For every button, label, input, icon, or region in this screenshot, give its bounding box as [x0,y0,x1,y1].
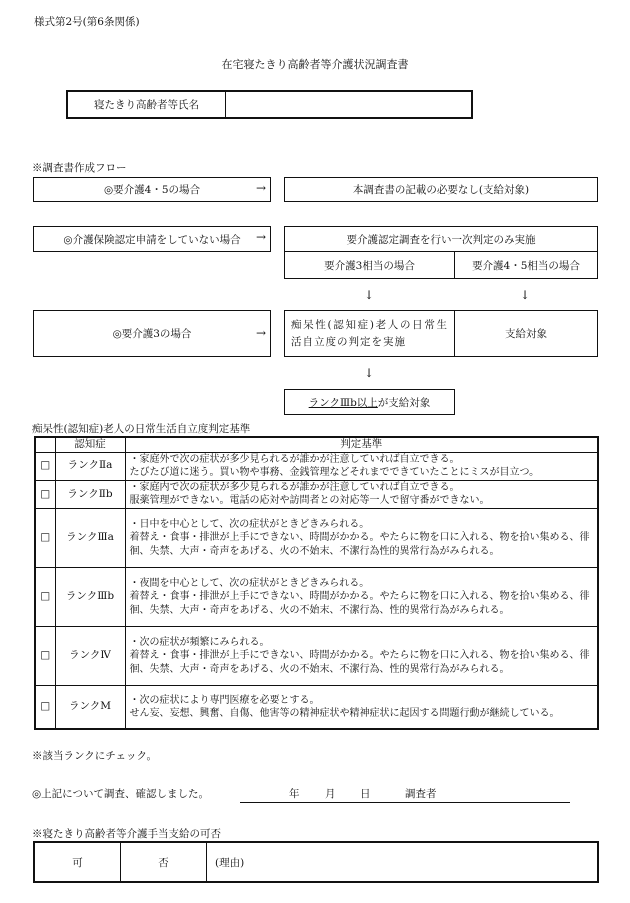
rank-checkbox[interactable]: □ [35,508,55,567]
rank-checkbox[interactable]: □ [35,685,55,729]
rank-label: ランクM [55,685,125,729]
rank-checkbox[interactable]: □ [35,452,55,480]
eligibility-reason[interactable]: (理由) [206,841,599,883]
header-checkbox-col [35,437,55,452]
table-header-row [35,437,598,452]
rank-criteria-text: ・日中を中心として、次の症状がときどきみられる。 着替え・食事・排泄が上手にできない、時間がかかる。やたらに物を口に入れる、物を拾い集める、徘徊、失禁、大声・奇声をあげる、火の不始末、不潔行為性的異常行為がみられる。 [125,508,598,567]
table-row [35,626,598,685]
flow-row2-right: 要介護認定調査を行い一次判定のみ実施 [284,226,598,252]
rank-label: ランクⅡa [55,452,125,480]
arrow-down-icon: ↓ [520,288,531,302]
flow-result [284,389,455,415]
arrow-right-icon: → [256,326,267,340]
confirm-year: 年 [289,788,300,800]
name-field[interactable] [225,90,473,119]
rank-label: ランクⅢb [55,567,125,626]
header-criteria: 判定基準 [125,437,598,452]
flow-row3-left: ◎要介護3の場合 [33,310,271,357]
flow-heading: ※調査書作成フロー [32,162,127,174]
arrow-down-icon: ↓ [364,288,375,302]
flow-row3-mid: 痴呆性(認知症)老人の日常生活自立度の判定を実施 [284,310,455,357]
rank-criteria-text: ・次の症状が頻繁にみられる。 着替え・食事・排泄が上手にできない、時間がかかる。やたらに物を口に入れる、物を拾い集める、徘徊、失禁、大声・奇声をあげる、火の不始末、不潔行為、性的異常行為がみられる。 [125,626,598,685]
flow-result-rest: が支給対象 [377,396,431,409]
eligibility-heading: ※寝たきり高齢者等介護手当支給の可否 [32,828,221,840]
confirm-month: 月 [325,788,336,800]
table-row [35,685,598,729]
arrow-right-icon: → [256,181,267,195]
flow-result-underlined: ランクⅢb以上 [308,396,378,409]
arrow-down-icon: ↓ [364,366,375,380]
criteria-heading: 痴呆性(認知症)老人の日常生活自立度判定基準 [32,423,251,435]
page-title: 在宅寝たきり高齢者等介護状況調査書 [221,58,409,71]
rank-label: ランクⅣ [55,626,125,685]
name-label: 寝たきり高齢者等氏名 [66,90,226,119]
flow-row1-right: 本調査書の記載の必要なし(支給対象) [284,177,598,202]
table-row [35,480,598,508]
table-row [35,452,598,480]
rank-checkbox[interactable]: □ [35,480,55,508]
flow-row2-sub-left: 要介護3相当の場合 [284,251,455,279]
arrow-right-icon: → [256,230,267,244]
rank-criteria-text: ・家庭内で次の症状が多少見られるが誰かが注意していれば自立できる。 服薬管理ができない。電話の応対や訪問者との対応等一人で留守番ができない。 [125,480,598,508]
criteria-note: ※該当ランクにチェック。 [32,750,158,762]
header-rank: 認知症 [55,437,125,452]
rank-criteria-text: ・次の症状により専門医療を必要とする。 せん妄、妄想、興奮、自傷、他害等の精神症状や精神症状に起因する問題行動が継続している。 [125,685,598,729]
table-row [35,567,598,626]
flow-row1-left: ◎要介護4・5の場合 [33,177,271,202]
confirm-text: ◎上記について調査、確認しました。 [32,788,209,800]
rank-label: ランクⅢa [55,508,125,567]
flow-row2-sub-right: 要介護4・5相当の場合 [454,251,598,279]
rank-label: ランクⅡb [55,480,125,508]
rank-criteria-text: ・家庭外で次の症状が多少見られるが誰かが注意していれば自立できる。 たびたび道に迷う。買い物や事務、金銭管理などそれまでできていたことにミスが目立つ。 [125,452,598,480]
form-number: 様式第2号(第6条関係) [34,16,140,28]
confirm-day: 日 [360,788,371,800]
confirm-investigator: 調査者 [405,788,437,800]
eligibility-yes[interactable]: 可 [33,841,121,883]
rank-checkbox[interactable]: □ [35,626,55,685]
flow-row2-left: ◎介護保険認定申請をしていない場合 [33,226,271,252]
table-row [35,508,598,567]
eligibility-no[interactable]: 否 [120,841,207,883]
rank-criteria-text: ・夜間を中心として、次の症状がときどきみられる。 着替え・食事・排泄が上手にできない、時間がかかる。やたらに物を口に入れる、物を拾い集める、徘徊、失禁、大声・奇声をあげる、火の不始末、不潔行為、性的異常行為がみられる。 [125,567,598,626]
criteria-table [34,436,599,730]
flow-row3-right: 支給対象 [454,310,598,357]
signature-line[interactable] [240,802,570,803]
rank-checkbox[interactable]: □ [35,567,55,626]
